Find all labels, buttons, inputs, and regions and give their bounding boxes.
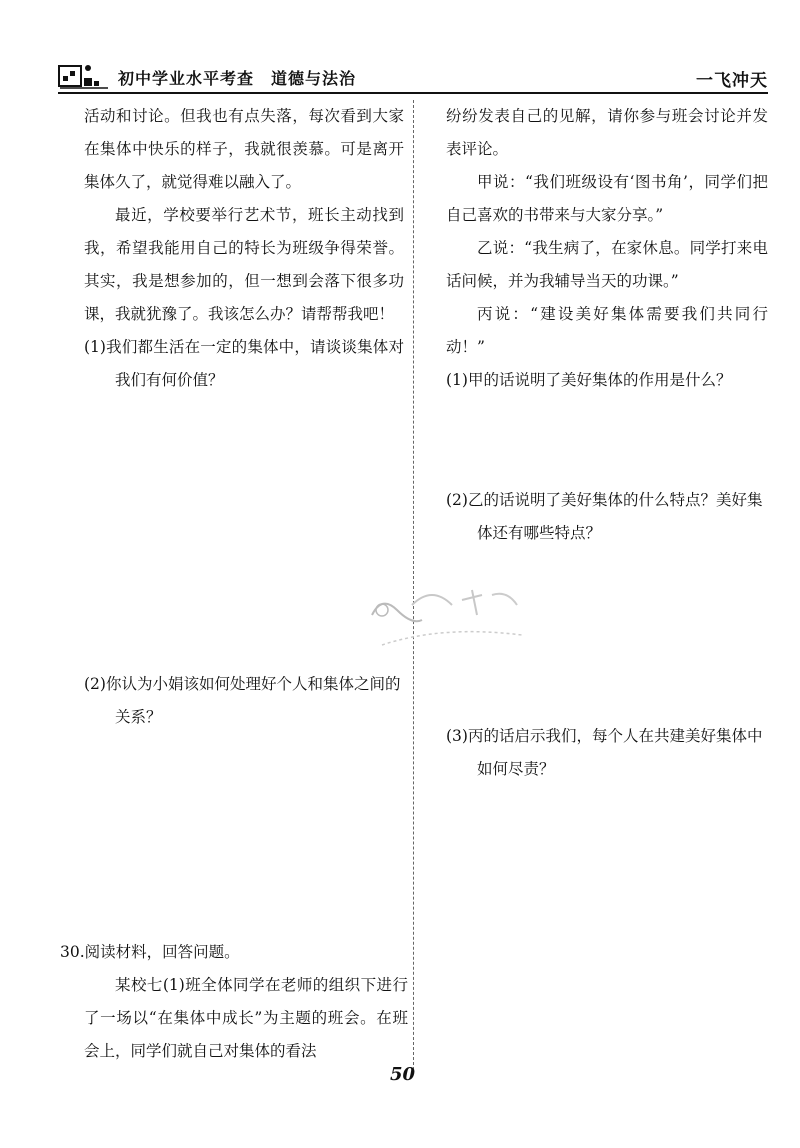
right-column [446, 100, 768, 397]
right-question-3: (3)丙的话启示我们，每个人在共建美好集体中如何尽责？ [446, 727, 763, 778]
header-title: 初中学业水平考查 道德与法治 [118, 69, 357, 88]
right-paragraph: 丙说：“建设美好集体需要我们共同行动！” [446, 305, 768, 356]
right-question-1: (1)甲的话说明了美好集体的作用是什么？ [446, 371, 732, 389]
question-30 [60, 936, 408, 1068]
right-paragraph: 乙说：“我生病了，在家休息。同学打来电话问候，并为我辅导当天的功课。” [446, 239, 768, 290]
left-column [84, 100, 404, 397]
question-30-material: 某校七(1)班全体同学在老师的组织下进行了一场以“在集体中成长”为主题的班会。在班会上，同学们就自己对集体的看法 [84, 976, 408, 1060]
watermark-stamp [352, 575, 532, 665]
right-paragraph: 甲说：“我们班级设有‘图书角’，同学们把自己喜欢的书带来与大家分享。” [446, 173, 768, 224]
header-rule [58, 92, 768, 94]
left-paragraph: 活动和讨论。但我也有点失落，每次看到大家在集体中快乐的样子，我就很羡慕。可是离开集体久了，就觉得难以融入了。 [84, 107, 404, 191]
left-paragraph: 最近，学校要举行艺术节，班长主动找到我，希望我能用自己的特长为班级争得荣誉。其实，我是想参加的，但一想到会落下很多功课，我就犹豫了。我该怎么办？请帮帮我吧！ [84, 206, 404, 323]
page-header [58, 58, 768, 98]
left-question-2: (2)你认为小娟该如何处理好个人和集体之间的关系？ [84, 675, 401, 726]
right-paragraph: 纷纷发表自己的见解，请你参与班会讨论并发表评论。 [446, 107, 768, 158]
right-question-2: (2)乙的话说明了美好集体的什么特点？美好集体还有哪些特点？ [446, 491, 763, 542]
book-logo-icon [58, 62, 110, 90]
header-brand: 一飞冲天 [696, 71, 768, 91]
left-question-1: (1)我们都生活在一定的集体中，请谈谈集体对我们有何价值？ [84, 338, 404, 389]
page-number: 50 [390, 1064, 416, 1085]
question-30-title: 30.阅读材料，回答问题。 [60, 943, 240, 961]
